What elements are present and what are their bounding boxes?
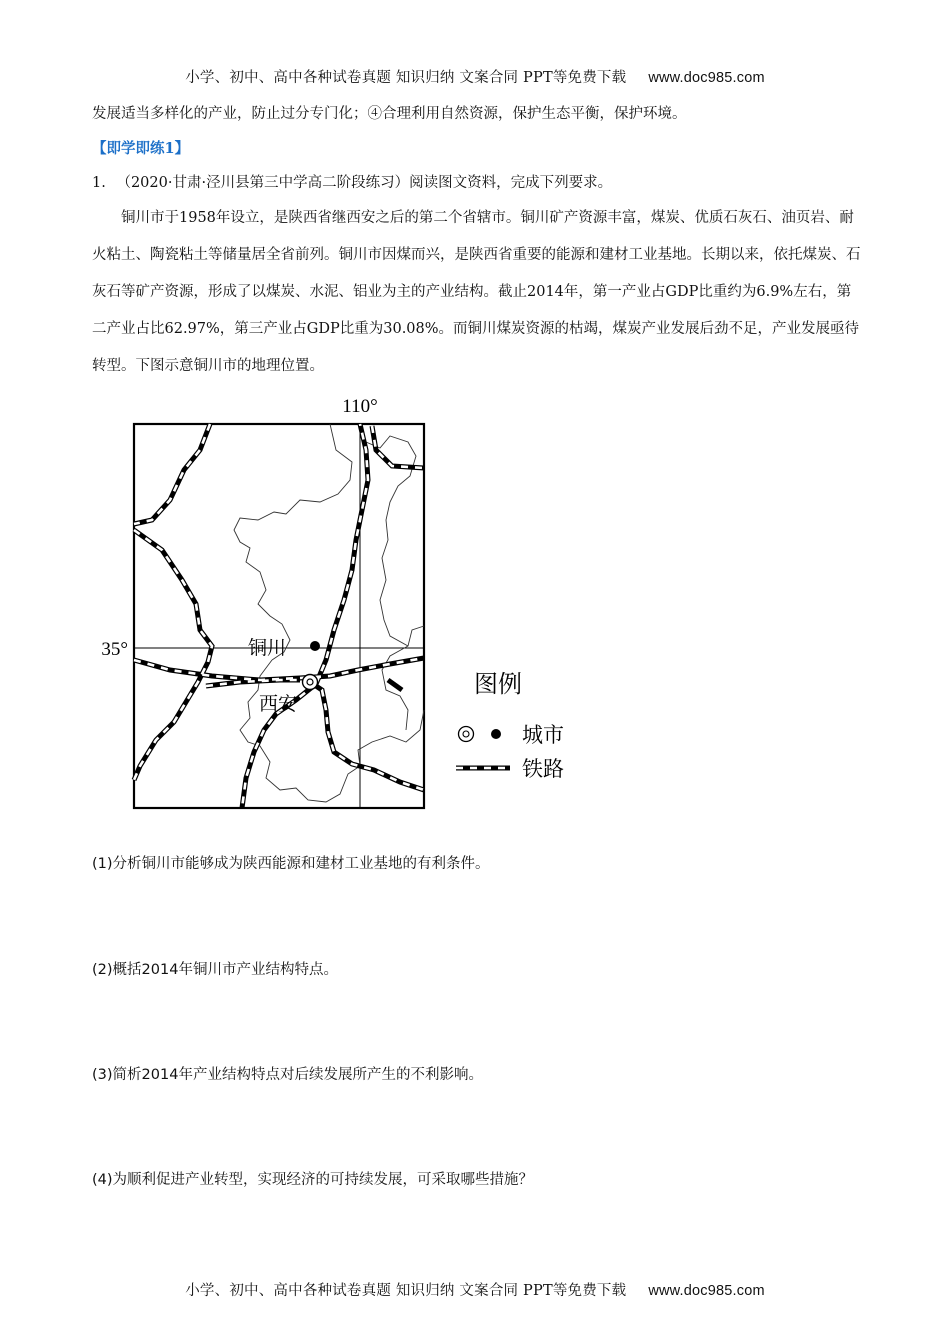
lon-label: 110°	[342, 396, 378, 417]
question-number: 1.	[92, 175, 106, 191]
section-title: 【即学即练1】	[92, 140, 190, 157]
legend-title: 图例	[474, 670, 522, 698]
lat-label: 35°	[101, 639, 128, 660]
subquestion-1: (1)分析铜川市能够成为陕西能源和建材工业基地的有利条件。	[92, 856, 490, 872]
legend-city-icon	[491, 729, 501, 739]
header-url[interactable]: www.doc985.com	[648, 70, 765, 86]
legend-city-label: 城市	[522, 723, 564, 747]
header-text: 小学、初中、高中各种试卷真题 知识归纳 文案合同 PPT等免费下载	[185, 70, 627, 86]
footer-url[interactable]: www.doc985.com	[648, 1283, 765, 1299]
location-map	[90, 390, 610, 815]
tongchuan-city-dot	[310, 641, 320, 651]
subquestion-3: (3)简析2014年产业结构特点对后续发展所产生的不利影响。	[92, 1067, 483, 1083]
intro-line: 发展适当多样化的产业，防止过分专门化；④合理利用自然资源，保护生态平衡，保护环境。	[92, 106, 687, 122]
question-heading	[92, 165, 862, 202]
question-source: （2020·甘肃·泾川县第三中学高二阶段练习）阅读图文资料，完成下列要求。	[116, 175, 613, 191]
page-header	[0, 66, 950, 87]
city-label-xian: 西安	[258, 693, 298, 715]
subquestion-4: (4)为顺利促进产业转型，实现经济的可持续发展，可采取哪些措施？	[92, 1172, 534, 1188]
xian-city-center	[307, 679, 313, 685]
city-label-tongchuan: 铜川	[247, 637, 286, 659]
legend-capital-center	[463, 731, 469, 737]
legend-rail-label: 铁路	[522, 757, 564, 781]
subquestion-2: (2)概括2014年铜川市产业结构特点。	[92, 962, 338, 978]
question-passage: 铜川市于1958年设立，是陕西省继西安之后的第二个省辖市。铜川矿产资源丰富，煤炭、优质石灰石、油页岩、耐火粘土、陶瓷粘土等储量居全省前列。铜川市因煤而兴，是陕西省重要的能源和建材工业基地。长期以来，依托煤炭、石灰石等矿产资源，形成了以煤炭、水泥、铝业为主的产业结构。截止2014年，第一产业占GDP比重约为6.9%左右，第二产业占比62.97%，第三产业占GDP比重为30.08%。而铜川煤炭资源的枯竭，煤炭产业发展后劲不足，产业发展亟待转型。下图示意铜川市的地理位置。	[92, 210, 861, 374]
railways	[134, 424, 424, 808]
province-boundary	[234, 424, 424, 802]
page-footer	[0, 1279, 950, 1300]
footer-text: 小学、初中、高中各种试卷真题 知识归纳 文案合同 PPT等免费下载	[185, 1283, 627, 1299]
